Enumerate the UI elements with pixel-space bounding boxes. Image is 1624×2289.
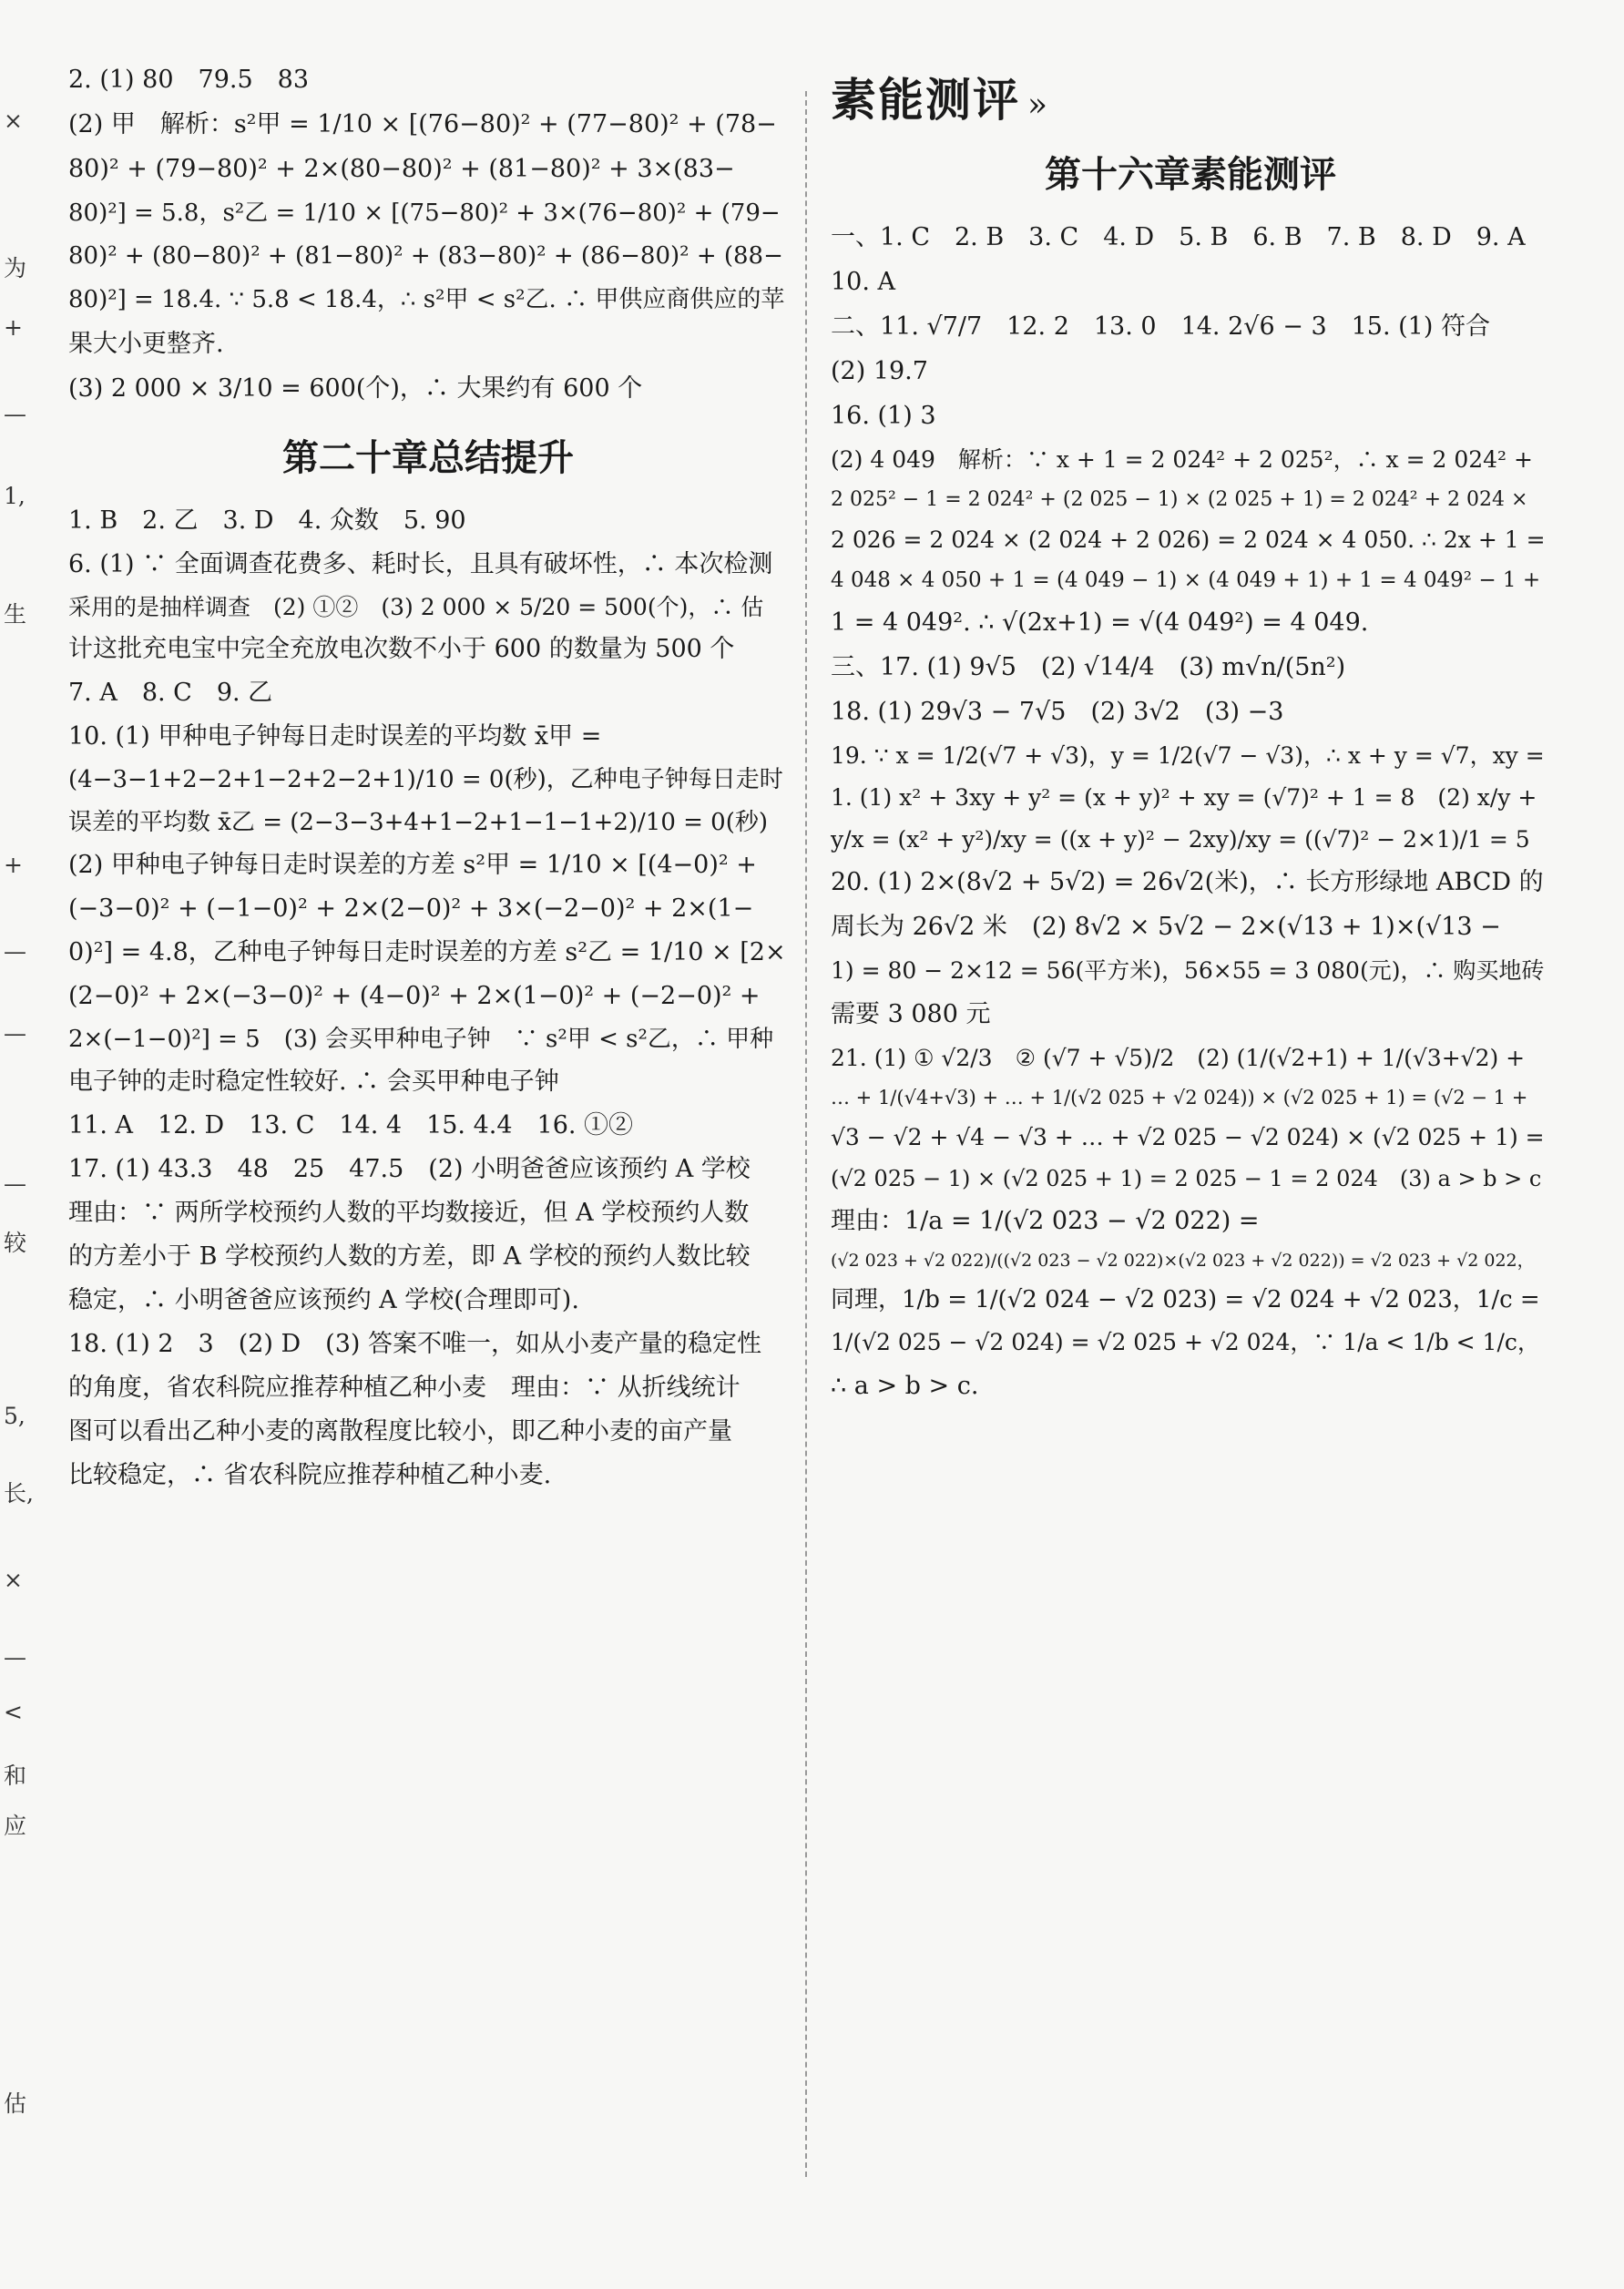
answer-line: (√2 023 + √2 022)/((√2 023 − √2 022)×(√2 023 + √2 022)) = √2 023 + √2 022， <box>831 1250 1535 1271</box>
edge-glyph: 1, <box>4 483 26 509</box>
answer-line: 1. B 2. 乙 3. D 4. 众数 5. 90 <box>68 506 466 535</box>
answer-line: 图可以看出乙种小麦的离散程度比较小，即乙种小麦的亩产量 <box>68 1416 732 1446</box>
answer-line: 的角度，省农科院应推荐种植乙种小麦 理由：∵ 从折线统计 <box>68 1374 741 1402</box>
answer-line: (4−3−1+2−2+1−2+2−2+1)/10 = 0(秒)，乙种电子钟每日走时 <box>68 765 783 793</box>
answer-line: 计这批充电宝中完全充放电次数不小于 600 的数量为 500 个 <box>68 635 735 664</box>
answer-line: 稳定，∴ 小明爸爸应该预约 A 学校(合理即可). <box>68 1286 579 1315</box>
answer-line: 2. (1) 80 79.5 83 <box>68 66 310 94</box>
answer-line: 采用的是抽样调查 (2) ①② (3) 2 000 × 5/20 = 500(个)，∴ 估 <box>68 593 764 620</box>
answer-line: 电子钟的走时稳定性较好. ∴ 会买甲种电子钟 <box>68 1068 559 1097</box>
answer-line: 19. ∵ x = 1/2(√7 + √3)，y = 1/2(√7 − √3)，∴ x + y = √7，xy = <box>831 741 1545 769</box>
answer-line: 11. A 12. D 13. C 14. 4 15. 4.4 16. ①② <box>68 1111 634 1140</box>
answer-line: 周长为 26√2 米 (2) 8√2 × 5√2 − 2×(√13 + 1)×(√13 − <box>831 913 1501 942</box>
edge-glyph: + <box>4 852 23 878</box>
answer-line: (2) 甲 解析：s²甲 = 1/10 × [(76−80)² + (77−80)² + (78− <box>68 109 777 138</box>
edge-glyph: — <box>4 1170 26 1197</box>
answer-line: 需要 3 080 元 <box>831 999 991 1028</box>
edge-glyph: 较 <box>4 1230 27 1256</box>
chapter20-answers <box>68 505 788 1492</box>
answer-line: 一、1. C 2. B 3. C 4. D 5. B 6. B 7. B 8. D 9. A <box>831 223 1526 251</box>
answer-line: 三、17. (1) 9√5 (2) √14/4 (3) m√n/(5n²) <box>831 652 1346 681</box>
answer-line: 2×(−1−0)²] = 5 (3) 会买甲种电子钟 ∵ s²甲 < s²乙，∴ 甲种 <box>68 1025 774 1053</box>
answer-line: (2−0)² + 2×(−3−0)² + (4−0)² + 2×(1−0)² + (−2−0)² + <box>68 981 761 1010</box>
chapter20-title: 第二十章总结提升 <box>282 435 574 479</box>
answer-line: 6. (1) ∵ 全面调查花费多、耗时长，且具有破坏性，∴ 本次检测 <box>68 549 773 578</box>
edge-glyph: 为 <box>4 255 27 281</box>
edge-glyph: — <box>4 401 26 427</box>
answer-line: 1/(√2 025 − √2 024) = √2 025 + √2 024，∵ 1/a < 1/b < 1/c， <box>831 1329 1540 1356</box>
chapter16-title: 第十六章素能测评 <box>1045 153 1336 196</box>
edge-glyph: × <box>4 1567 23 1593</box>
answer-line: (2) 甲种电子钟每日走时误差的方差 s²甲 = 1/10 × [(4−0)² + <box>68 851 757 880</box>
answer-line: 2 026 = 2 024 × (2 024 + 2 026) = 2 024 × 4 050. ∴ 2x + 1 = <box>831 526 1546 554</box>
answer-line: 1. (1) x² + 3xy + y² = (x + y)² + xy = (√7)² + 1 = 8 (2) x/y + <box>831 783 1537 811</box>
edge-glyph: — <box>4 938 26 965</box>
edge-glyph: 5, <box>4 1403 26 1429</box>
answer-line: 比较稳定，∴ 省农科院应推荐种植乙种小麦. <box>68 1460 552 1489</box>
answer-line: … + 1/(√4+√3) + … + 1/(√2 025 + √2 024)) × (√2 025 + 1) = (√2 − 1 + <box>831 1086 1528 1109</box>
section-title: 素能测评 <box>831 73 1020 127</box>
edge-glyph: 估 <box>4 2090 27 2117</box>
answer-line: 17. (1) 43.3 48 25 47.5 (2) 小明爸爸应该预约 A 学校 <box>68 1155 751 1184</box>
answer-line: 1 = 4 049². ∴ √(2x+1) = √(4 049²) = 4 049. <box>831 608 1369 637</box>
answer-line: (2) 4 049 解析：∵ x + 1 = 2 024² + 2 025²，∴ x = 2 024² + <box>831 445 1533 473</box>
edge-glyph: < <box>4 1699 23 1725</box>
answer-line: 理由：∵ 两所学校预约人数的平均数接近，但 A 学校预约人数 <box>68 1199 750 1228</box>
edge-glyph: 应 <box>4 1813 27 1839</box>
answer-line: 21. (1) ① √2/3 ② (√7 + √5)/2 (2) (1/(√2+1) + 1/(√3+√2) + <box>831 1044 1526 1071</box>
answer-line: (√2 025 − 1) × (√2 025 + 1) = 2 025 − 1 = 2 024 (3) a > b > c <box>831 1165 1542 1191</box>
answer-line: 二、11. √7/7 12. 2 13. 0 14. 2√6 − 3 15. (1) 符合 <box>831 312 1490 341</box>
answer-line: 理由：1/a = 1/(√2 023 − √2 022) = <box>831 1206 1260 1235</box>
column-divider <box>805 91 807 2177</box>
answer-line: (3) 2 000 × 3/10 = 600(个)，∴ 大果约有 600 个 <box>68 373 643 403</box>
answer-line: 18. (1) 29√3 − 7√5 (2) 3√2 (3) −3 <box>831 697 1284 726</box>
answer-line: 同理，1/b = 1/(√2 024 − √2 023) = √2 024 + √2 023，1/c = <box>831 1285 1540 1313</box>
answer-line: (−3−0)² + (−1−0)² + 2×(2−0)² + 3×(−2−0)² + 2×(1− <box>68 894 754 924</box>
edge-glyph: — <box>4 1020 26 1047</box>
answer-line: 果大小更整齐. <box>68 329 224 358</box>
answer-line: 16. (1) 3 <box>831 401 936 430</box>
answer-line: 80)² + (79−80)² + 2×(80−80)² + (81−80)² + 3×(83− <box>68 154 735 183</box>
section-header <box>831 64 1550 129</box>
edge-glyph: + <box>4 314 23 341</box>
answer-line: (2) 19.7 <box>831 356 928 385</box>
chevron-right-icon: » <box>1027 87 1050 124</box>
answer-line: 7. A 8. C 9. 乙 <box>68 679 273 708</box>
answer-line: y/x = (x² + y²)/xy = ((x + y)² − 2xy)/xy = ((√7)² − 2×1)/1 = 5 <box>831 826 1530 853</box>
answer-line: 0)²] = 4.8，乙种电子钟每日走时误差的方差 s²乙 = 1/10 × [2× <box>68 937 786 966</box>
answer-line: 80)²] = 5.8，s²乙 = 1/10 × [(75−80)² + 3×(76−80)² + (79− <box>68 199 781 227</box>
chapter19-answers-tail <box>68 64 788 405</box>
edge-glyph: 生 <box>4 601 27 628</box>
answer-line: 4 048 × 4 050 + 1 = (4 049 − 1) × (4 049 + 1) + 1 = 4 049² − 1 + <box>831 568 1541 593</box>
right-column <box>831 64 1550 1415</box>
answer-line: √3 − √2 + √4 − √3 + … + √2 025 − √2 024) × (√2 025 + 1) = <box>831 1123 1545 1150</box>
answer-line: 80)² + (80−80)² + (81−80)² + (83−80)² + (86−80)² + (88− <box>68 242 783 271</box>
edge-glyph: 和 <box>4 1763 27 1789</box>
answer-line: 的方差小于 B 学校预约人数的方差，即 A 学校的预约人数比较 <box>68 1242 751 1272</box>
edge-glyph: — <box>4 1644 26 1671</box>
answer-line: 1) = 80 − 2×12 = 56(平方米)，56×55 = 3 080(元)，∴ 购买地砖 <box>831 957 1545 985</box>
answer-line: ∴ a > b > c. <box>831 1371 979 1400</box>
edge-glyph: 长, <box>4 1480 34 1507</box>
left-edge-clipped-text <box>0 0 46 2289</box>
answer-line: 2 025² − 1 = 2 024² + (2 025 − 1) × (2 025 + 1) = 2 024² + 2 024 × <box>831 487 1528 511</box>
left-column <box>68 64 788 1503</box>
answer-line: 误差的平均数 x̄乙 = (2−3−3+4+1−2+1−1−1+2)/10 = 0(秒) <box>68 808 769 836</box>
answer-line: 20. (1) 2×(8√2 + 5√2) = 26√2(米)，∴ 长方形绿地 ABCD 的 <box>831 868 1544 897</box>
chapter16-answers <box>831 221 1550 1403</box>
answer-line: 80)²] = 18.4. ∵ 5.8 < 18.4，∴ s²甲 < s²乙. ∴ 甲供应商供应的苹 <box>68 286 785 313</box>
answer-line: 18. (1) 2 3 (2) D (3) 答案不唯一，如从小麦产量的稳定性 <box>68 1330 762 1359</box>
answer-line: 10. A <box>831 267 896 296</box>
edge-glyph: × <box>4 107 23 134</box>
answer-line: 10. (1) 甲种电子钟每日走时误差的平均数 x̄甲 = <box>68 721 602 751</box>
